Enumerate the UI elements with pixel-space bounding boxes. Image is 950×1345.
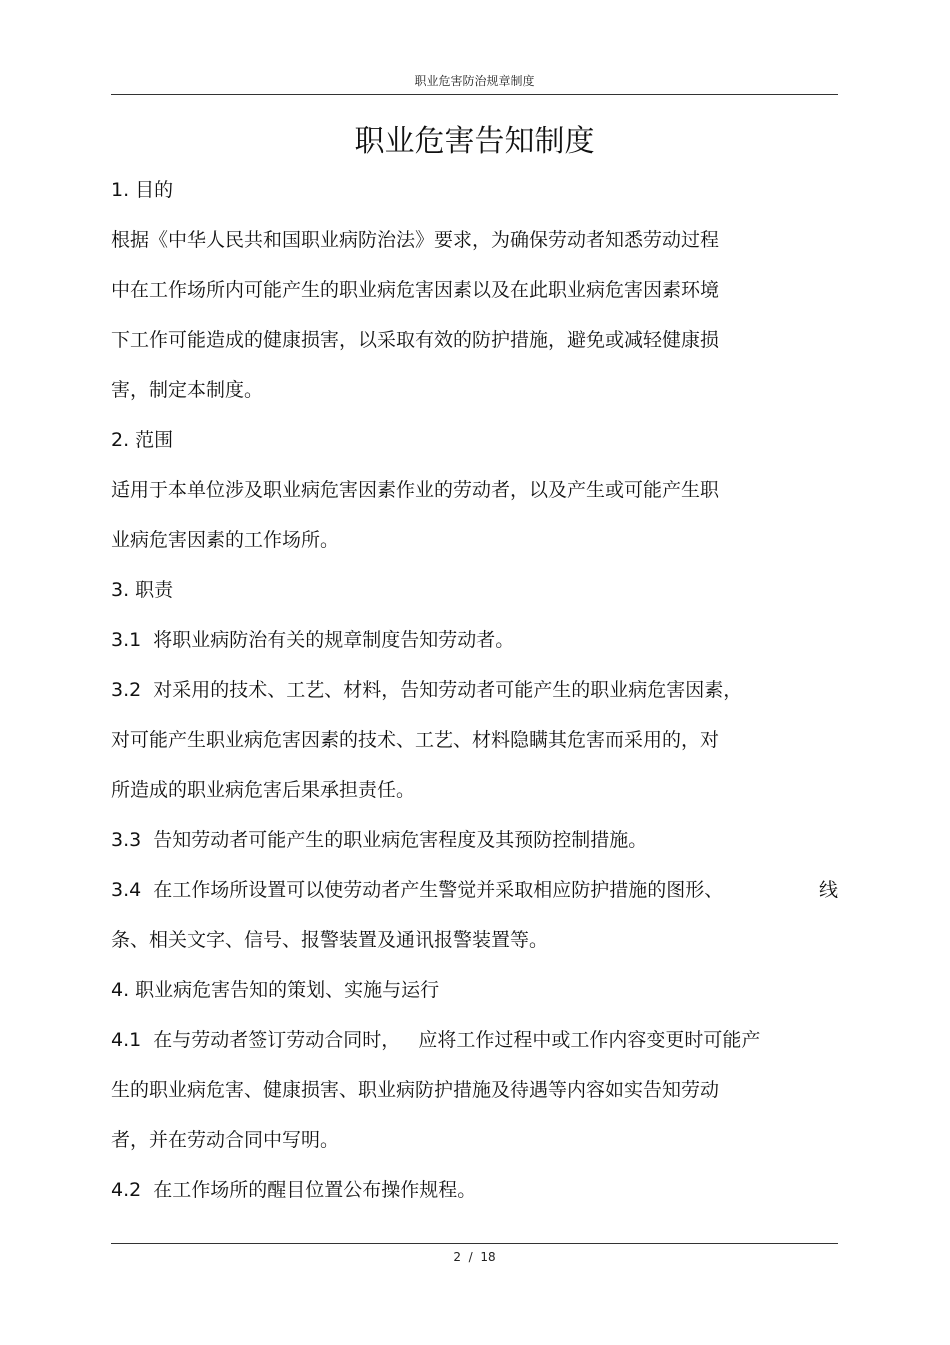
paragraph-line: 适用于本单位涉及职业病危害因素作业的劳动者，以及产生或可能产生职 — [111, 479, 720, 501]
clause-3-4-trailing-char: 线 — [818, 879, 838, 901]
paragraph-line: 者，并在劳动合同中写明。 — [111, 1129, 340, 1151]
paragraph-line: 条、相关文字、信号、报警装置及通讯报警装置等。 — [111, 929, 549, 951]
section-heading-notification: 4. 职业病危害告知的策划、实施与运行 — [111, 979, 440, 1001]
page-number: 2 / 18 — [453, 1250, 496, 1264]
footer-rule — [111, 1243, 838, 1244]
clause-3-3: 3.3 告知劳动者可能产生的职业病危害程度及其预防控制措施。 — [111, 829, 648, 851]
paragraph-line: 害，制定本制度。 — [111, 379, 264, 401]
clause-3-1: 3.1 将职业病防治有关的规章制度告知劳动者。 — [111, 629, 515, 651]
paragraph-line: 中在工作场所内可能产生的职业病危害因素以及在此职业病危害因素环境 — [111, 279, 720, 301]
paragraph-line: 所造成的职业病危害后果承担责任。 — [111, 779, 416, 801]
clause-4-1: 4.1 在与劳动者签订劳动合同时， 应将工作过程中或工作内容变更时可能产 — [111, 1029, 761, 1051]
paragraph-line: 对可能产生职业病危害因素的技术、工艺、材料隐瞒其危害而采用的，对 — [111, 729, 720, 751]
clause-3-4: 3.4 在工作场所设置可以使劳动者产生警觉并采取相应防护措施的图形、 — [111, 879, 724, 901]
clause-3-2: 3.2 对采用的技术、工艺、材料，告知劳动者可能产生的职业病危害因素， — [111, 679, 743, 701]
paragraph-line: 根据《中华人民共和国职业病防治法》要求，为确保劳动者知悉劳动过程 — [111, 229, 720, 251]
section-heading-purpose: 1. 目的 — [111, 179, 174, 201]
section-heading-responsibilities: 3. 职责 — [111, 579, 174, 601]
header-rule — [111, 94, 838, 95]
paragraph-line: 下工作可能造成的健康损害，以采取有效的防护措施，避免或减轻健康损 — [111, 329, 720, 351]
document-title: 职业危害告知制度 — [354, 124, 595, 159]
clause-4-2: 4.2 在工作场所的醒目位置公布操作规程。 — [111, 1179, 477, 1201]
paragraph-line: 生的职业病危害、健康损害、职业病防护措施及待遇等内容如实告知劳动 — [111, 1079, 720, 1101]
section-heading-scope: 2. 范围 — [111, 429, 174, 451]
running-header: 职业危害防治规章制度 — [414, 74, 535, 88]
paragraph-line: 业病危害因素的工作场所。 — [111, 529, 340, 551]
